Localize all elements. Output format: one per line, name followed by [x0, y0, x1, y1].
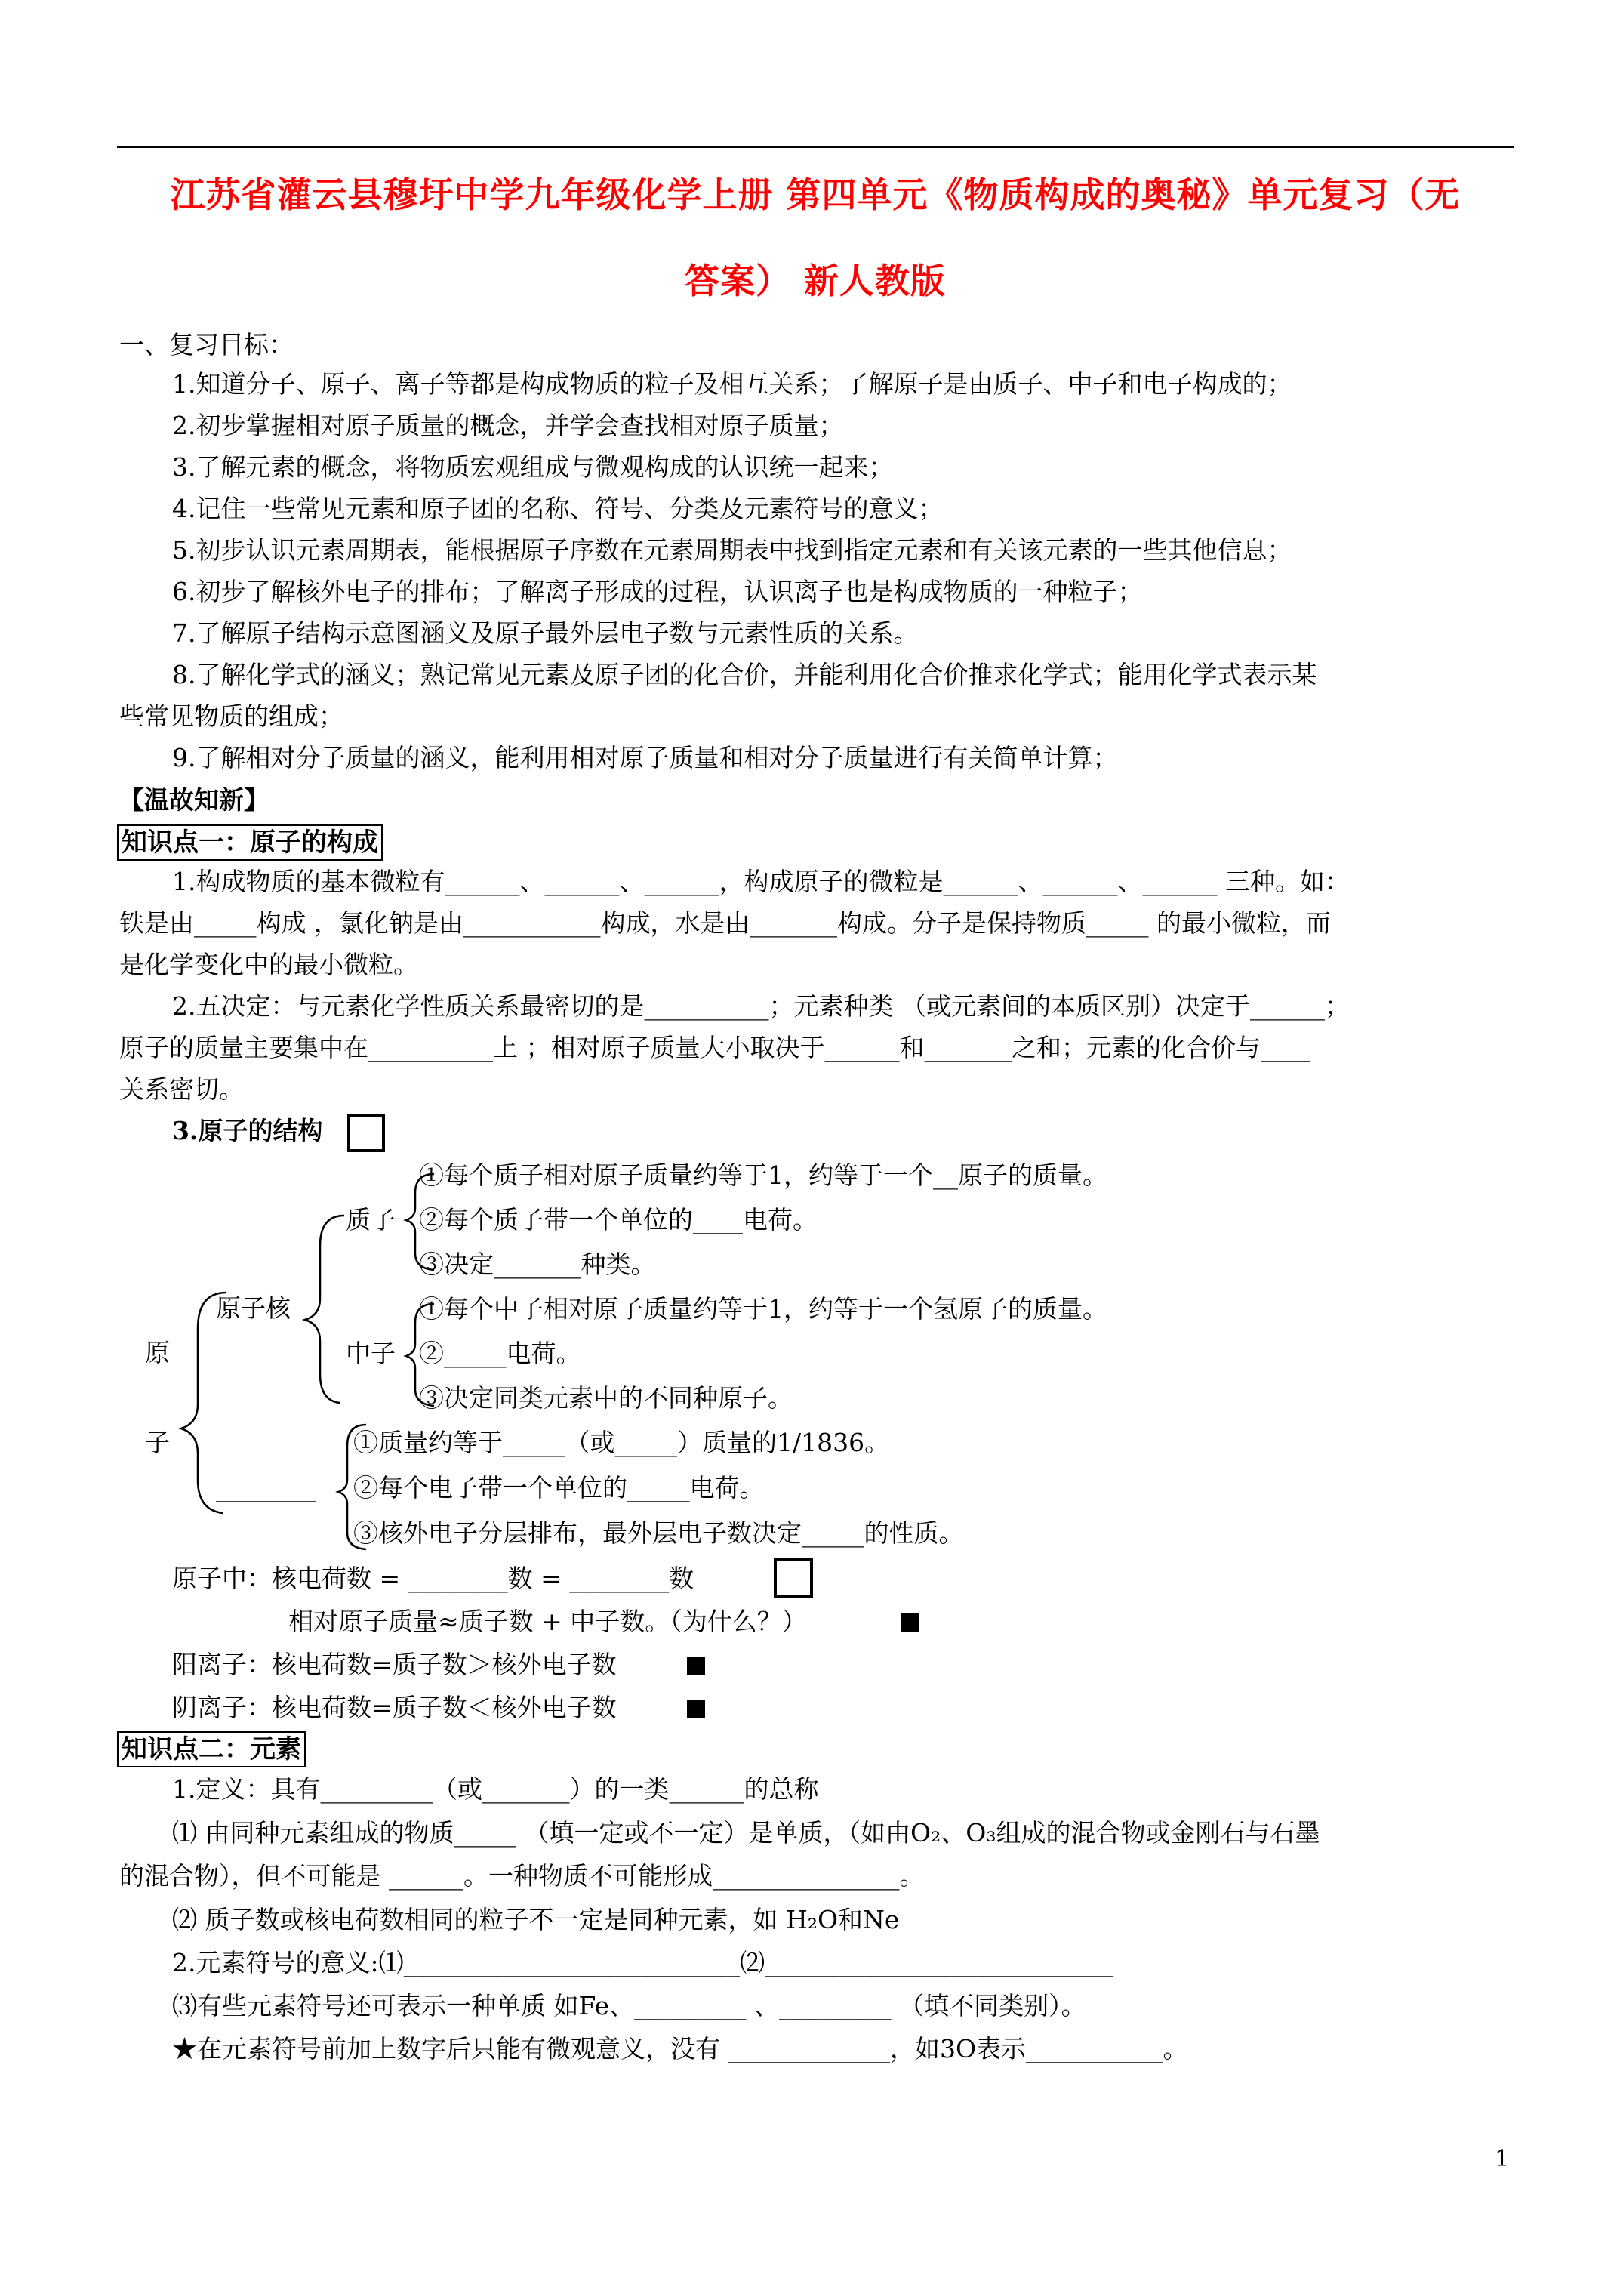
kp1-q1-line1: 1.构成物质的基本微粒有______、______、______，构成原子的微粒是______、______、______ 三种。如： [172, 867, 1350, 896]
proton-label: 质子 [346, 1205, 396, 1234]
proton-item-3: ③决定_______种类。 [419, 1250, 656, 1279]
neutron-item-1: ①每个中子相对原子质量约等于1，约等于一个氢原子的质量。 [419, 1294, 1107, 1324]
kp2-point1-line1: ⑴ 由同种元素组成的物质_____ （填一定或不一定）是单质，（如由O₂、O₃组成的混合物或金刚石与石墨 [172, 1818, 1320, 1848]
review-heading: 【温故知新】 [119, 785, 269, 815]
kp2-point1-line2: 的混合物），但不可能是 ______。一种物质不可能形成_______________。 [119, 1861, 925, 1891]
objective-8-cont: 些常见物质的组成； [119, 701, 343, 731]
filled-square-marker [901, 1613, 919, 1632]
electron-item-3: ③核外电子分层排布，最外层电子数决定_____的性质。 [353, 1518, 964, 1548]
objective-5: 5.初步认识元素周期表，能根据原子序数在元素周期表中找到指定元素和有关该元素的一些其他信息； [172, 535, 1292, 565]
title-line-2: 答案） 新人教版 [684, 260, 946, 301]
page-number: 1 [1495, 2146, 1510, 2172]
relative-mass-line: 相对原子质量≈质子数 + 中子数。（为什么？） [288, 1607, 807, 1636]
electron-blank: ________ [216, 1473, 316, 1502]
kp2-point2: ⑵ 质子数或核电荷数相同的粒子不一定是同种元素，如 H₂O和Ne [172, 1905, 900, 1934]
filled-square-marker [687, 1700, 705, 1718]
atom-char-1: 原 [145, 1338, 170, 1367]
neutron-item-2: ②_____电荷。 [419, 1339, 581, 1368]
objective-4: 4.记住一些常见元素和原子团的名称、符号、分类及元素符号的意义； [172, 494, 944, 523]
neutron-label: 中子 [346, 1339, 396, 1368]
anion-line: 阴离子：核电荷数=质子数＜核外电子数 [172, 1693, 617, 1722]
kp1-q1-line2: 铁是由_____构成 ，氯化钠是由___________构成，水是由_______构成。分子是保持物质_____ 的最小微粒，而 [119, 908, 1331, 938]
kp1-q2-line1: 2.五决定：与元素化学性质关系最密切的是__________；元素种类 （或元素间的本质区别）决定于______； [172, 991, 1350, 1021]
objective-1: 1.知道分子、原子、离子等都是构成物质的粒子及相互关系；了解原子是由质子、中子和电子构成的； [172, 369, 1292, 399]
atom-equation: 原子中：核电荷数 = ________数 = ________数 [172, 1564, 694, 1593]
neutron-item-3: ③决定同类元素中的不同种原子。 [419, 1383, 793, 1413]
proton-item-2: ②每个质子带一个单位的____电荷。 [419, 1205, 818, 1234]
objective-8: 8.了解化学式的涵义；熟记常见元素及原子团的化合价，并能利用化合价推求化学式；能用化学式表示某 [172, 660, 1317, 689]
kp2-point3: ⑶有些元素符号还可表示一种单质 如Fe、_________ 、_________ （填不同类别）。 [172, 1991, 1086, 2020]
nucleus-label: 原子核 [216, 1293, 291, 1323]
kp2-label: 知识点二：元素 [117, 1731, 306, 1767]
kp1-q2-line2: 原子的质量主要集中在__________上 ；相对原子质量大小取决于______和_______之和；元素的化合价与____ [119, 1033, 1310, 1062]
objectives-heading: 一、复习目标： [119, 330, 294, 359]
kp2-symbol-meaning: 2.元素符号的意义:⑴___________________________⑵____________________________ [172, 1948, 1114, 1977]
objective-3: 3.了解元素的概念，将物质宏观组成与微观构成的认识统一起来； [172, 452, 894, 482]
proton-item-1: ①每个质子相对原子质量约等于1，约等于一个__原子的质量。 [419, 1160, 1107, 1190]
kp1-q2-line3: 关系密切。 [119, 1074, 244, 1104]
answer-box [774, 1558, 813, 1598]
kp1-q3-label: 3.原子的结构 [172, 1116, 323, 1145]
objective-9: 9.了解相对分子质量的涵义，能利用相对原子质量和相对分子质量进行有关简单计算； [172, 743, 1118, 772]
kp2-star-note: ★在元素符号前加上数字后只能有微观意义，没有 _____________，如3O表示___________。 [172, 2034, 1188, 2063]
objective-2: 2.初步掌握相对原子质量的概念，并学会查找相对原子质量； [172, 411, 844, 440]
objective-6: 6.初步了解核外电子的排布；了解离子形成的过程，认识离子也是构成物质的一种粒子； [172, 577, 1143, 606]
electron-item-2: ②每个电子带一个单位的_____电荷。 [353, 1473, 765, 1502]
atom-char-2: 子 [145, 1428, 170, 1457]
cation-line: 阳离子：核电荷数=质子数＞核外电子数 [172, 1650, 617, 1679]
objective-7: 7.了解原子结构示意图涵义及原子最外层电子数与元素性质的关系。 [172, 618, 919, 648]
kp1-label: 知识点一：原子的构成 [117, 824, 383, 861]
electron-item-1: ①质量约等于_____（或_____）质量的1/1836。 [353, 1428, 890, 1457]
kp1-q1-line3: 是化学变化中的最小微粒。 [119, 950, 418, 979]
kp2-definition: 1.定义：具有_________（或_______）的一类______的总称 [172, 1774, 819, 1804]
title-line-1: 江苏省灌云县穆圩中学九年级化学上册 第四单元《物质构成的奥秘》单元复习（无 [170, 174, 1461, 215]
filled-square-marker [687, 1657, 705, 1675]
